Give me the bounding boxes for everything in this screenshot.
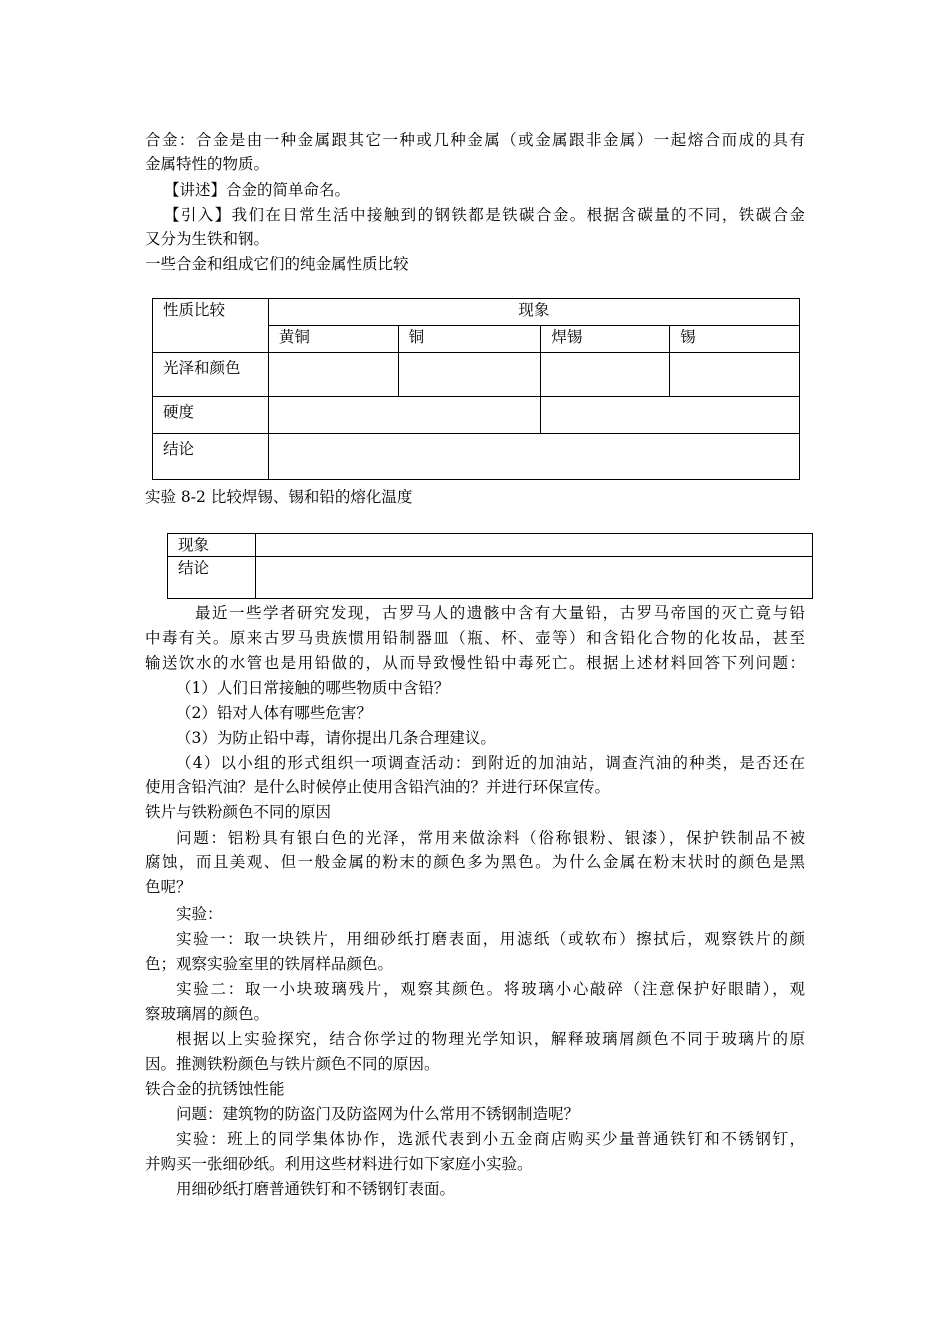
question-4-line-2: 使用含铅汽油？是什么时候停止使用含铅汽油的？并进行环保宣传。 (145, 778, 611, 796)
row-hardness-label: 硬度 (153, 397, 269, 434)
alloy-definition-line-1: 合金：合金是由一种金属跟其它一种或几种金属（或金属跟非金属）一起熔合而成的具有 (145, 131, 805, 149)
table-cell (398, 353, 541, 397)
intro-line-2: 又分为生铁和钢。 (145, 230, 270, 248)
column-tin: 锡 (670, 326, 800, 353)
table-cell (268, 353, 398, 397)
question-3: （3）为防止铅中毒，请你提出几条合理建议。 (176, 729, 496, 747)
experiment-1-line-1: 实验一：取一块铁片，用细砂纸打磨表面，用滤纸（或软布）擦拭后，观察铁片的颜 (176, 930, 805, 948)
question-1: （1）人们日常接触的哪些物质中含铅？ (176, 679, 450, 697)
alloy-comparison-table (152, 298, 800, 480)
table-cell (255, 534, 812, 557)
table-cell (670, 353, 800, 397)
iron-question-line-2: 腐蚀，而且美观、但一般金属的粉末的颜色多为黑色。为什么金属在粉末状时的颜色是黑 (145, 853, 805, 871)
column-copper: 铜 (398, 326, 541, 353)
table-cell (268, 434, 799, 480)
rust-experiment-line-1: 实验：班上的同学集体协作，选派代表到小五金商店购买少量普通铁钉和不锈钢钉， (176, 1130, 805, 1148)
explain-line-1: 根据以上实验探究，结合你学过的物理光学知识，解释玻璃屑颜色不同于玻璃片的原 (176, 1030, 805, 1048)
lead-paragraph-line-1: 最近一些学者研究发现，古罗马人的遗骸中含有大量铅，古罗马帝国的灭亡竟与铅 (195, 604, 805, 622)
rust-experiment-line-2: 并购买一张细砂纸。利用这些材料进行如下家庭小实验。 (145, 1155, 533, 1173)
experiment-2-line-2: 察玻璃屑的颜色。 (145, 1005, 270, 1023)
lead-paragraph-line-3: 输送饮水的水管也是用铅做的，从而导致慢性铅中毒死亡。根据上述材料回答下列问题： (145, 654, 805, 672)
question-4-line-1: （4）以小组的形式组织一项调查活动：到附近的加油站，调查汽油的种类，是否还在 (176, 754, 805, 772)
table-cell (268, 397, 541, 434)
row-phenomenon-label: 现象 (168, 534, 256, 557)
narrate-paragraph: 【讲述】合金的简单命名。 (164, 181, 351, 199)
alloy-definition-line-2: 金属特性的物质。 (145, 155, 270, 173)
iron-question-line-1: 问题：铝粉具有银白色的光泽，常用来做涂料（俗称银粉、银漆），保护铁制品不被 (176, 829, 805, 847)
row-luster-label: 光泽和颜色 (153, 353, 269, 397)
compare-table-title: 一些合金和组成它们的纯金属性质比较 (145, 255, 409, 273)
rust-section-title: 铁合金的抗锈蚀性能 (145, 1080, 285, 1098)
question-2: （2）铅对人体有哪些危害？ (176, 704, 372, 722)
header-property-cell: 性质比较 (153, 299, 269, 353)
experiment-1-line-2: 色；观察实验室里的铁屑样品颜色。 (145, 955, 394, 973)
iron-question-line-3: 色呢？ (145, 878, 192, 896)
row-conclusion-label: 结论 (168, 557, 256, 599)
explain-line-2: 因。推测铁粉颜色与铁片颜色不同的原因。 (145, 1055, 440, 1073)
table-cell (541, 397, 800, 434)
intro-line-1: 【引入】我们在日常生活中接触到的钢铁都是铁碳合金。根据含碳量的不同，铁碳合金 (164, 206, 805, 224)
rust-question: 问题：建筑物的防盗门及防盗网为什么常用不锈钢制造呢？ (176, 1105, 580, 1123)
melting-experiment-table (167, 533, 813, 599)
table-cell (255, 557, 812, 599)
experiment-label: 实验： (176, 905, 223, 923)
iron-section-title: 铁片与铁粉颜色不同的原因 (145, 803, 332, 821)
experiment-title: 实验 8-2 比较焊锡、锡和铅的熔化温度 (145, 488, 413, 506)
column-brass: 黄铜 (268, 326, 398, 353)
rust-step: 用细砂纸打磨普通铁钉和不锈钢钉表面。 (176, 1180, 456, 1198)
lead-paragraph-line-2: 中毒有关。原来古罗马贵族惯用铅制器皿（瓶、杯、壶等）和含铅化合物的化妆品，甚至 (145, 629, 805, 647)
row-conclusion-label: 结论 (153, 434, 269, 480)
experiment-2-line-1: 实验二：取一小块玻璃残片，观察其颜色。将玻璃小心敲碎（注意保护好眼睛），观 (176, 980, 805, 998)
header-phenomenon-cell: 现象 (268, 299, 799, 326)
table-cell (541, 353, 670, 397)
column-solder: 焊锡 (541, 326, 670, 353)
